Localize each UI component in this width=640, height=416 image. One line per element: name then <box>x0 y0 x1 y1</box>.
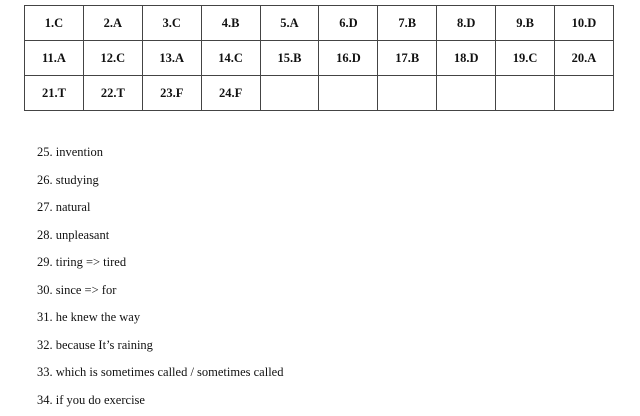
answer-cell <box>319 76 378 111</box>
answer-cell: 12.C <box>83 41 142 76</box>
answer-cell: 16.D <box>319 41 378 76</box>
table-row <box>25 76 614 111</box>
answer-cell: 5.A <box>260 6 319 41</box>
table-row <box>25 6 614 41</box>
answer-cell: 6.D <box>319 6 378 41</box>
list-item: 30. since => for <box>37 279 283 307</box>
answer-cell: 23.F <box>142 76 201 111</box>
answer-cell: 24.F <box>201 76 260 111</box>
answer-cell: 10.D <box>555 6 614 41</box>
answer-key-body <box>25 6 614 111</box>
answer-cell: 9.B <box>496 6 555 41</box>
list-item: 31. he knew the way <box>37 306 283 334</box>
list-item: 34. if you do exercise <box>37 389 283 416</box>
answer-cell: 3.C <box>142 6 201 41</box>
list-item: 29. tiring => tired <box>37 251 283 279</box>
answer-cell: 13.A <box>142 41 201 76</box>
answer-cell <box>496 76 555 111</box>
answer-cell: 18.D <box>437 41 496 76</box>
answer-cell <box>260 76 319 111</box>
answer-cell: 1.C <box>25 6 84 41</box>
answer-cell: 21.T <box>25 76 84 111</box>
answer-cell: 22.T <box>83 76 142 111</box>
answer-cell: 8.D <box>437 6 496 41</box>
list-item: 26. studying <box>37 169 283 197</box>
list-item: 28. unpleasant <box>37 224 283 252</box>
answer-cell: 19.C <box>496 41 555 76</box>
answer-cell <box>378 76 437 111</box>
answer-cell: 4.B <box>201 6 260 41</box>
table-row <box>25 41 614 76</box>
answer-cell: 15.B <box>260 41 319 76</box>
list-item: 25. invention <box>37 141 283 169</box>
answer-cell <box>555 76 614 111</box>
answer-cell: 11.A <box>25 41 84 76</box>
answer-key-table <box>24 5 614 111</box>
list-item: 32. because It’s raining <box>37 334 283 362</box>
answer-cell <box>437 76 496 111</box>
answer-cell: 14.C <box>201 41 260 76</box>
answer-cell: 17.B <box>378 41 437 76</box>
list-item: 27. natural <box>37 196 283 224</box>
answer-cell: 20.A <box>555 41 614 76</box>
answer-cell: 2.A <box>83 6 142 41</box>
answer-cell: 7.B <box>378 6 437 41</box>
list-item: 33. which is sometimes called / sometimes called <box>37 361 283 389</box>
written-answers-list <box>37 141 283 416</box>
